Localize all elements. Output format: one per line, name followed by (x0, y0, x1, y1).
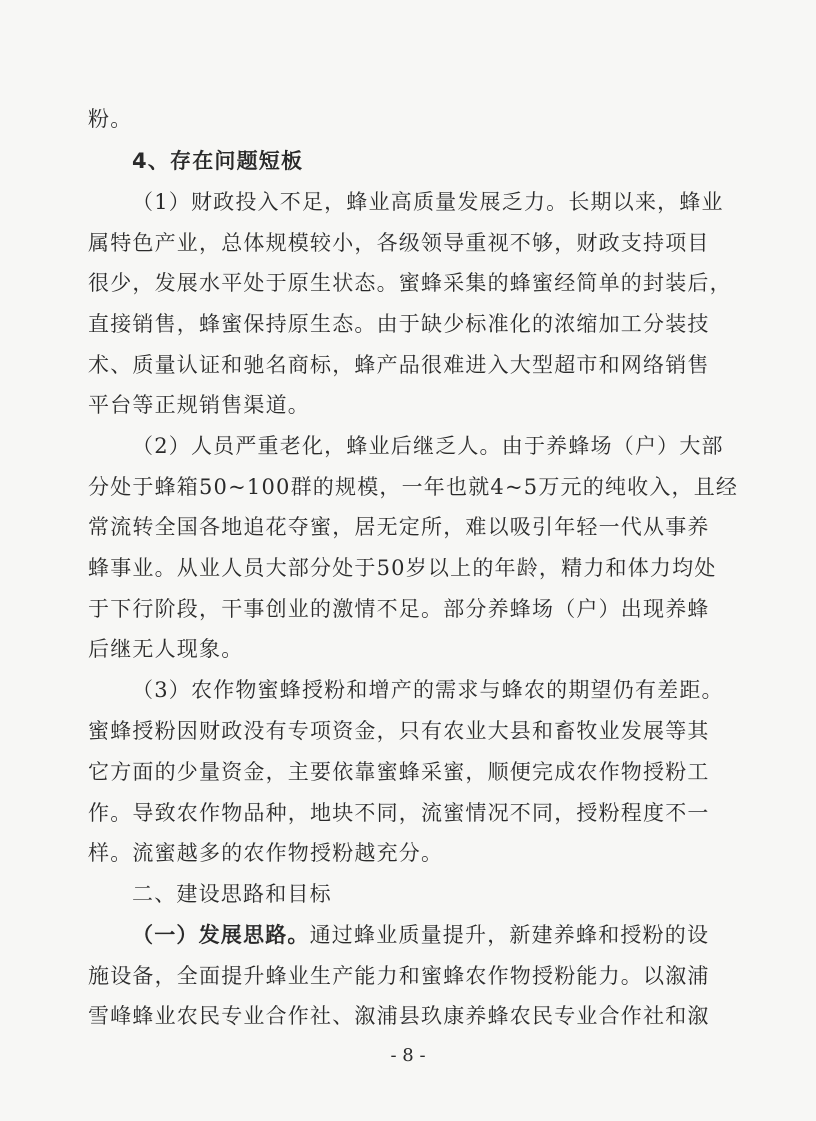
text-line: 粉。 (88, 107, 133, 131)
paragraph-line (132, 920, 728, 950)
subsection-heading: （一）发展思路。 (132, 923, 310, 947)
paragraph-line: 作。导致农作物品种，地块不同，流蜜情况不同，授粉程度不一 (88, 801, 710, 825)
paragraph-line: 很少，发展水平处于原生状态。蜜蜂采集的蜂蜜经简单的封装后， (88, 271, 732, 295)
paragraph-line: （2）人员严重老化，蜂业后继乏人。由于养蜂场（户）大部 (132, 434, 724, 458)
page-number: - 8 - (390, 1045, 426, 1066)
section-heading: 二、建设思路和目标 (132, 882, 332, 906)
paragraph-line: 施设备，全面提升蜂业生产能力和蜜蜂农作物授粉能力。以溆浦 (88, 964, 710, 988)
paragraph-line: 样。流蜜越多的农作物授粉越充分。 (88, 841, 444, 865)
paragraph-line: 它方面的少量资金，主要依靠蜜蜂采蜜，顺便完成农作物授粉工 (88, 760, 710, 784)
section-heading: 4、存在问题短板 (132, 149, 304, 173)
paragraph-line: 于下行阶段，干事创业的激情不足。部分养蜂场（户）出现养蜂 (88, 597, 710, 621)
paragraph-line: 属特色产业，总体规模较小，各级领导重视不够，财政支持项目 (88, 231, 710, 255)
paragraph-line: 直接销售，蜂蜜保持原生态。由于缺少标准化的浓缩加工分装技 (88, 312, 710, 336)
paragraph-line: 蜂事业。从业人员大部分处于50岁以上的年龄，精力和体力均处 (88, 556, 717, 580)
paragraph-line: （3）农作物蜜蜂授粉和增产的需求与蜂农的期望仍有差距。 (132, 678, 724, 702)
paragraph-line: 蜜蜂授粉因财政没有专项资金，只有农业大县和畜牧业发展等其 (88, 719, 710, 743)
paragraph-line: 后继无人现象。 (88, 637, 244, 661)
paragraph-text: 通过蜂业质量提升，新建养蜂和授粉的设 (309, 923, 710, 947)
paragraph-line: 分处于蜂箱50~100群的规模，一年也就4~5万元的纯收入，且经 (88, 475, 739, 499)
paragraph-line: 雪峰蜂业农民专业合作社、溆浦县玖康养蜂农民专业合作社和溆 (88, 1004, 710, 1028)
paragraph-line: 术、质量认证和驰名商标，蜂产品很难进入大型超市和网络销售 (88, 353, 710, 377)
paragraph-line: 常流转全国各地追花夺蜜，居无定所，难以吸引年轻一代从事养 (88, 515, 710, 539)
paragraph-line: （1）财政投入不足，蜂业高质量发展乏力。长期以来，蜂业 (132, 190, 724, 214)
paragraph-line: 平台等正规销售渠道。 (88, 393, 310, 417)
